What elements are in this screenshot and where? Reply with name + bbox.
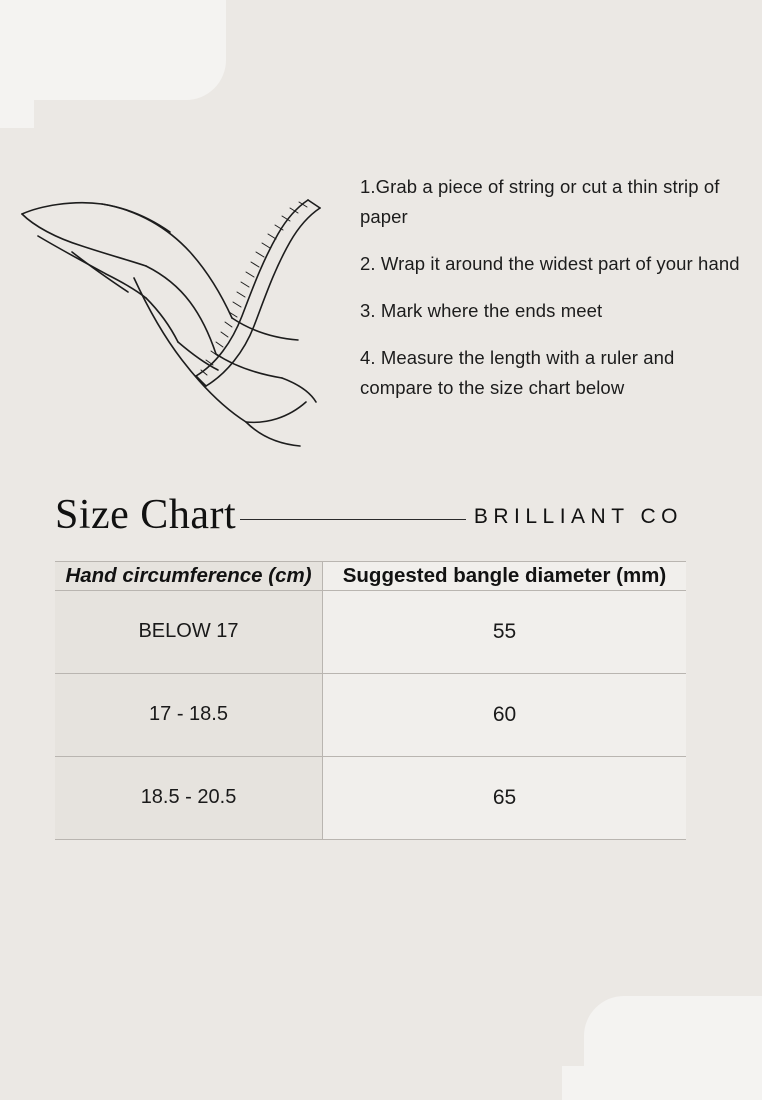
instruction-step-3: 3. Mark where the ends meet — [360, 299, 603, 321]
table-row — [55, 590, 686, 673]
table-row — [55, 673, 686, 756]
cell-bangle-diameter: 60 — [323, 673, 687, 756]
instruction-step-2: 2. Wrap it around the widest part of your hand — [360, 252, 740, 274]
size-chart-header — [55, 487, 685, 547]
cell-bangle-diameter: 55 — [323, 590, 687, 673]
cell-hand-circumference: 18.5 - 20.5 — [55, 756, 323, 839]
cell-hand-circumference: 17 - 18.5 — [55, 673, 323, 756]
column-header-bangle-diameter: Suggested bangle diameter (mm) — [323, 562, 687, 591]
size-chart-table-wrapper — [55, 561, 685, 840]
cell-hand-circumference: BELOW 17 — [55, 590, 323, 673]
hand-measuring-illustration — [10, 170, 340, 450]
measure-instructions-section — [0, 150, 762, 460]
column-header-hand-circumference: Hand circumference (cm) — [55, 562, 323, 591]
cell-bangle-diameter: 65 — [323, 756, 687, 839]
size-chart-table — [55, 561, 686, 840]
table-row — [55, 756, 686, 839]
instructions-list — [360, 172, 750, 403]
decorative-corner-bottom-right-fill — [562, 1066, 592, 1100]
header-divider — [240, 519, 466, 520]
table-header-row — [55, 562, 686, 591]
instruction-step-1: 1.Grab a piece of string or cut a thin strip of paper — [360, 176, 720, 227]
decorative-corner-top-left-fill — [0, 84, 34, 128]
decorative-corner-bottom-right — [584, 996, 762, 1100]
instruction-step-4: 4. Measure the length with a ruler and compare to the size chart below — [360, 346, 675, 398]
brand-name: BRILLIANT CO — [473, 505, 683, 528]
page-title: Size Chart — [55, 492, 237, 538]
